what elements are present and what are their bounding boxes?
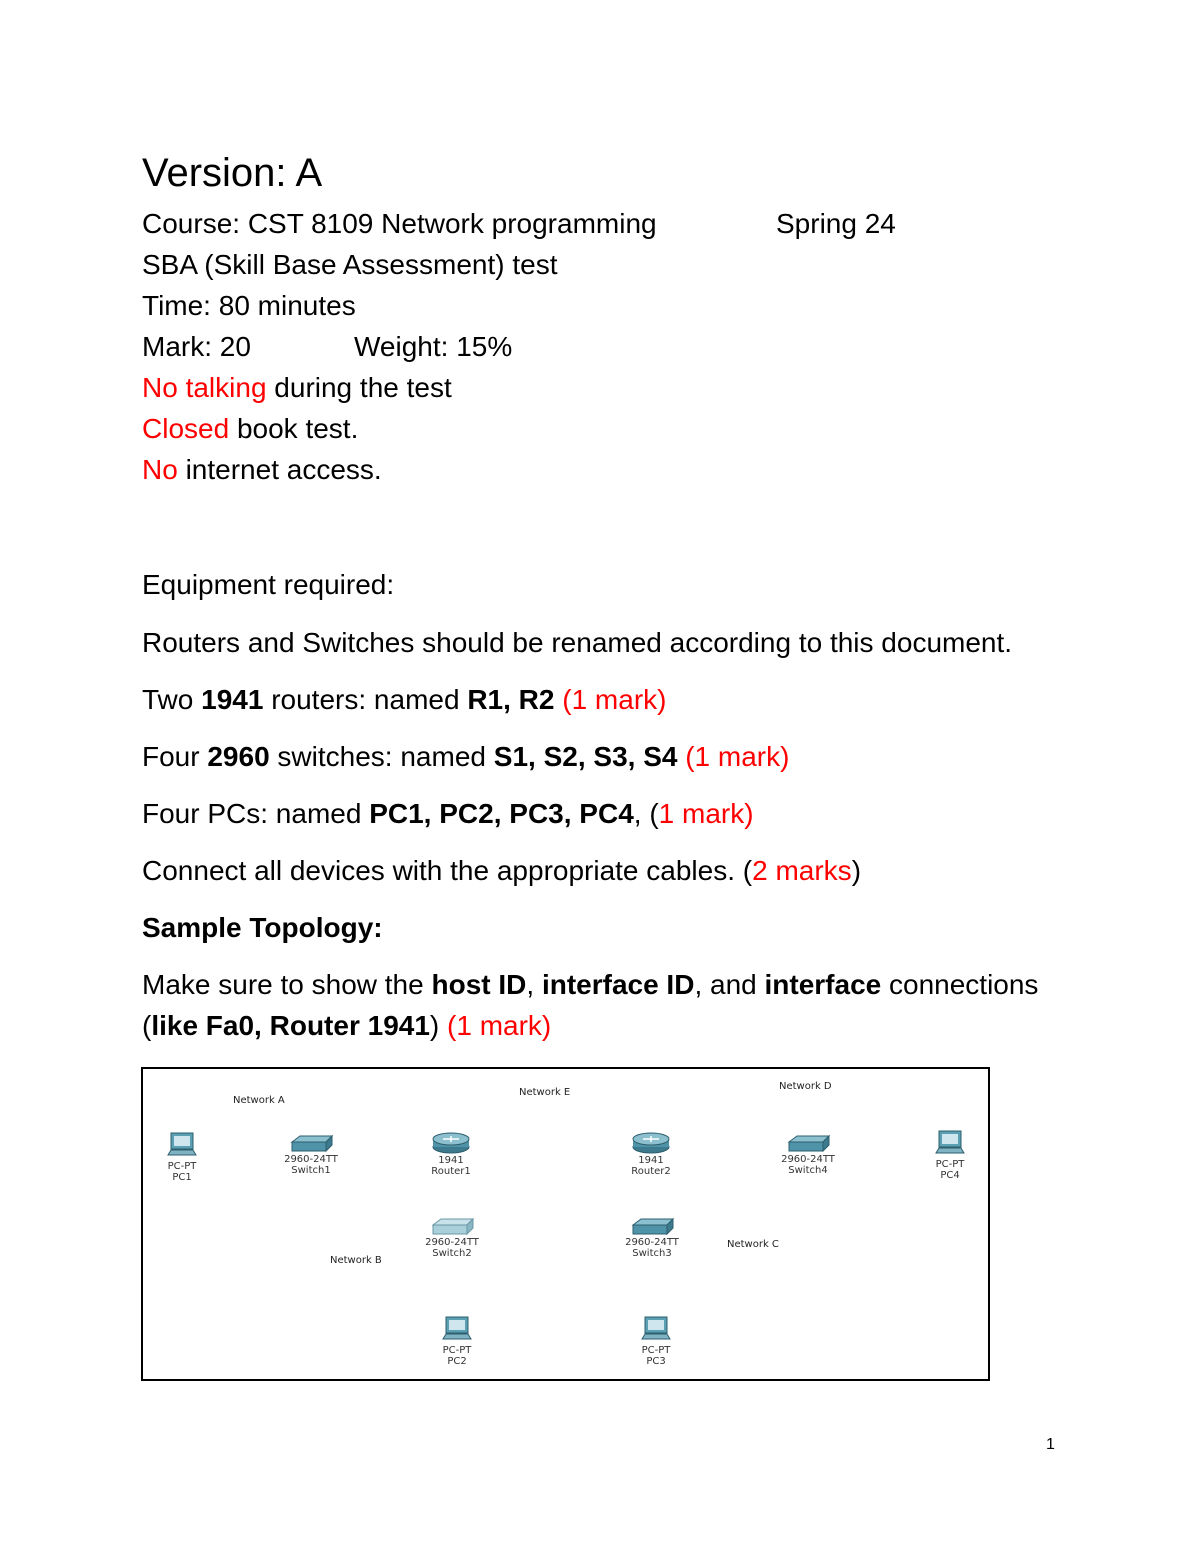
text: , and bbox=[694, 969, 765, 1000]
switch-name: S4 bbox=[643, 741, 678, 772]
equipment-heading: Equipment required: bbox=[142, 569, 395, 600]
time-line: Time: 80 minutes bbox=[142, 290, 356, 321]
version-title: Version: A bbox=[142, 151, 323, 195]
bold-term: like Fa0, Router 1941 bbox=[151, 1010, 430, 1041]
text: Four PCs: named bbox=[142, 798, 370, 829]
text: Two bbox=[142, 684, 202, 715]
separator: , bbox=[493, 798, 510, 829]
network-label: Network E bbox=[519, 1087, 571, 1098]
network-label: Network D bbox=[779, 1081, 832, 1092]
device-model: 2960-24TT bbox=[284, 1154, 338, 1165]
mark: Mark: 20 bbox=[142, 331, 251, 362]
rule-no-internet bbox=[142, 453, 382, 487]
device-name: PC3 bbox=[646, 1356, 666, 1367]
pc-name: PC1 bbox=[369, 798, 424, 829]
switch-icon bbox=[288, 1134, 334, 1154]
device-model: 1941 bbox=[638, 1155, 664, 1166]
device-name: PC2 bbox=[447, 1356, 467, 1367]
device-name: Router2 bbox=[631, 1166, 671, 1177]
switch-model: 2960 bbox=[207, 741, 270, 772]
cables-line bbox=[142, 854, 861, 888]
device-name: Switch2 bbox=[432, 1248, 472, 1259]
pc-device bbox=[621, 1315, 691, 1367]
device-name: Switch4 bbox=[788, 1165, 828, 1176]
separator: , bbox=[627, 741, 644, 772]
pc-icon bbox=[933, 1129, 967, 1159]
topology-instruction-2 bbox=[142, 1009, 551, 1043]
device-name: Switch1 bbox=[291, 1165, 331, 1176]
device-name: Router1 bbox=[431, 1166, 471, 1177]
course-name: Course: CST 8109 Network programming bbox=[142, 208, 657, 239]
text: , bbox=[526, 969, 542, 1000]
pc-name: PC3 bbox=[509, 798, 564, 829]
topology-instruction-1 bbox=[142, 968, 1038, 1002]
routers-line bbox=[142, 683, 666, 717]
text: switches: named bbox=[269, 741, 494, 772]
pc-icon bbox=[639, 1315, 673, 1345]
bold-term: host ID bbox=[431, 969, 527, 1000]
router-name: R1 bbox=[467, 684, 504, 715]
topology-heading: Sample Topology: bbox=[142, 912, 383, 943]
router-model: 1941 bbox=[201, 684, 264, 715]
switch-device bbox=[773, 1134, 843, 1176]
pc-icon bbox=[440, 1315, 474, 1345]
device-name: PC4 bbox=[940, 1170, 960, 1181]
switch-device bbox=[417, 1217, 487, 1259]
pc-name: PC2 bbox=[439, 798, 494, 829]
network-label: Network B bbox=[330, 1255, 382, 1266]
rule-emphasis: No talking bbox=[142, 372, 267, 403]
text: ) bbox=[851, 855, 862, 886]
page-number: 1 bbox=[1046, 1436, 1055, 1453]
rule-text: book test. bbox=[229, 413, 359, 444]
test-type: SBA (Skill Base Assessment) test bbox=[142, 249, 558, 280]
mark-label: 1 mark) bbox=[658, 798, 754, 829]
text: Connect all devices with the appropriate cables. ( bbox=[142, 855, 753, 886]
text: ( bbox=[142, 1010, 152, 1041]
separator: , bbox=[577, 741, 594, 772]
text: Four bbox=[142, 741, 208, 772]
rule-text: during the test bbox=[266, 372, 452, 403]
switch-name: S3 bbox=[593, 741, 628, 772]
mark-label: (1 mark) bbox=[562, 684, 667, 715]
course-line bbox=[142, 207, 1042, 241]
switches-line bbox=[142, 740, 789, 774]
text: connections bbox=[881, 969, 1039, 1000]
router-icon bbox=[431, 1131, 471, 1155]
router-device bbox=[616, 1131, 686, 1177]
text: routers: named bbox=[263, 684, 468, 715]
text: Make sure to show the bbox=[142, 969, 432, 1000]
mark-label: (1 mark) bbox=[447, 1010, 552, 1041]
rule-emphasis: No bbox=[142, 454, 178, 485]
switch-device bbox=[617, 1217, 687, 1259]
device-model: PC-PT bbox=[167, 1161, 197, 1172]
mark-label: (1 mark) bbox=[685, 741, 790, 772]
pc-device bbox=[147, 1131, 217, 1183]
rule-no-talking bbox=[142, 371, 452, 405]
text: ) bbox=[429, 1010, 448, 1041]
switch-name: S2 bbox=[543, 741, 578, 772]
device-name: Switch3 bbox=[632, 1248, 672, 1259]
separator: , bbox=[528, 741, 544, 772]
separator: , bbox=[563, 798, 580, 829]
switch-name: S1 bbox=[493, 741, 529, 772]
sample-topology-diagram bbox=[141, 1067, 990, 1381]
bold-term: interface bbox=[764, 969, 882, 1000]
switch-icon bbox=[429, 1217, 475, 1237]
switch-device bbox=[276, 1134, 346, 1176]
mark-weight-line bbox=[142, 330, 742, 364]
device-model: PC-PT bbox=[935, 1159, 965, 1170]
device-model: 2960-24TT bbox=[781, 1154, 835, 1165]
term: Spring 24 bbox=[776, 208, 896, 239]
pc-device bbox=[422, 1315, 492, 1367]
pc-name: PC4 bbox=[579, 798, 634, 829]
router-icon bbox=[631, 1131, 671, 1155]
switch-icon bbox=[785, 1134, 831, 1154]
separator: , bbox=[503, 684, 519, 715]
bold-term: interface ID bbox=[541, 969, 695, 1000]
pc-icon bbox=[165, 1131, 199, 1161]
device-model: 2960-24TT bbox=[425, 1237, 479, 1248]
pcs-line bbox=[142, 797, 754, 831]
device-model: 1941 bbox=[438, 1155, 464, 1166]
text: , ( bbox=[633, 798, 659, 829]
device-name: PC1 bbox=[172, 1172, 192, 1183]
device-model: 2960-24TT bbox=[625, 1237, 679, 1248]
weight: Weight: 15% bbox=[354, 331, 513, 362]
router-device bbox=[416, 1131, 486, 1177]
network-label: Network C bbox=[727, 1239, 779, 1250]
rule-emphasis: Closed bbox=[142, 413, 230, 444]
router-name: R2 bbox=[518, 684, 555, 715]
pc-device bbox=[915, 1129, 985, 1181]
rename-note: Routers and Switches should be renamed according to this document. bbox=[142, 627, 1013, 658]
device-model: PC-PT bbox=[641, 1345, 671, 1356]
mark-label: 2 marks bbox=[752, 855, 852, 886]
device-model: PC-PT bbox=[442, 1345, 472, 1356]
rule-text: internet access. bbox=[177, 454, 382, 485]
separator: , bbox=[423, 798, 440, 829]
network-label: Network A bbox=[233, 1095, 285, 1106]
switch-icon bbox=[629, 1217, 675, 1237]
rule-closed-book bbox=[142, 412, 358, 446]
